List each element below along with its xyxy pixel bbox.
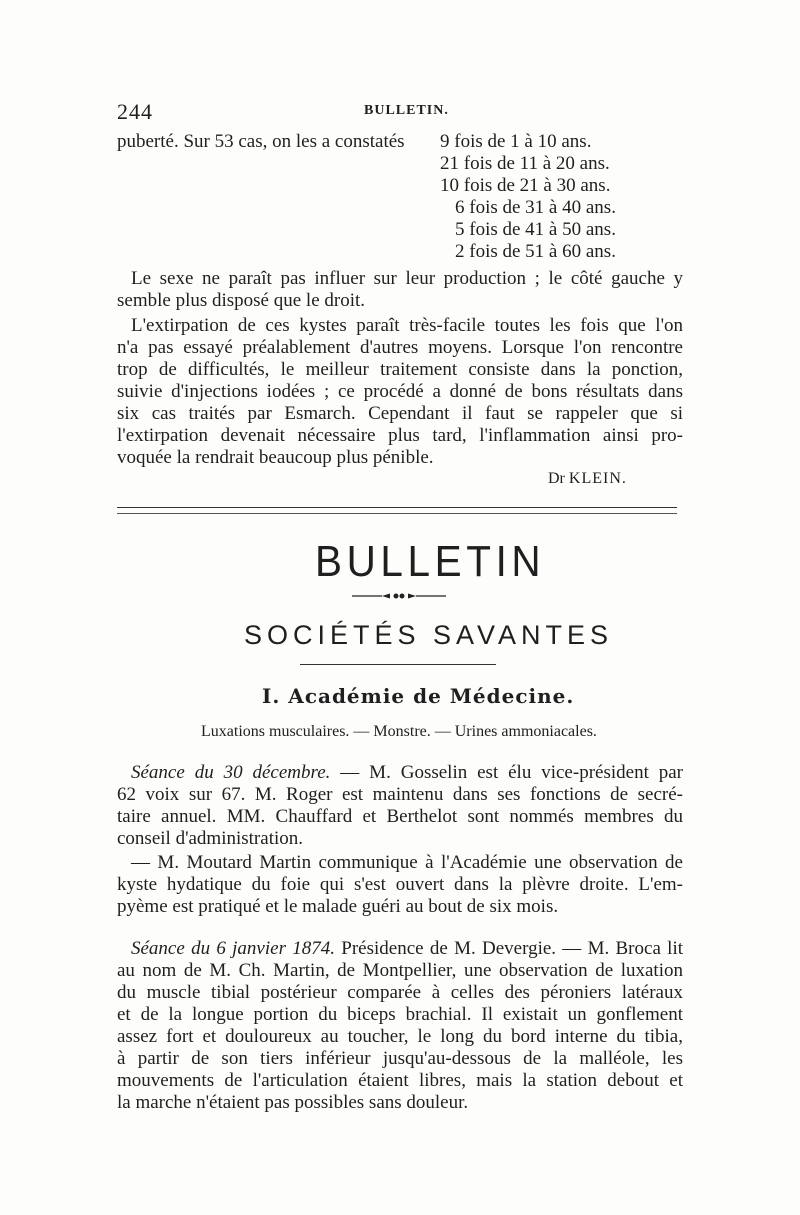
seance-label: Séance du 30 décembre.: [131, 762, 331, 783]
paragraph-line: au nom de M. Ch. Martin, de Montpellier, une observation de luxation: [117, 960, 683, 981]
frequency-row: 9 fois de 1 à 10 ans.: [440, 131, 592, 152]
signature-title: Dr: [548, 470, 565, 487]
topics-line: Luxations musculaires. — Monstre. — Urines ammoniacales.: [201, 723, 597, 740]
frequency-row: 2 fois de 51 à 60 ans.: [455, 241, 616, 262]
paragraph-line: suivie d'injections iodées ; ce procédé a donné de bons résultats dans: [117, 381, 683, 402]
paragraph-line: la marche n'étaient pas possibles sans douleur.: [117, 1092, 469, 1113]
seance-text: Présidence de M. Devergie. — M. Broca lit: [335, 938, 683, 959]
author-signature: [548, 470, 627, 488]
paragraph-line: L'extirpation de ces kystes paraît très-facile toutes les fois que l'on: [131, 315, 683, 336]
section-subtitle: SOCIÉTÉS SAVANTES: [244, 620, 614, 650]
ornament-divider: [352, 592, 446, 600]
frequency-row: 21 fois de 11 à 20 ans.: [440, 153, 610, 174]
paragraph-line: semble plus disposé que le droit.: [117, 290, 366, 311]
paragraph-line: [131, 938, 683, 960]
running-title: BULLETIN.: [364, 103, 449, 118]
paragraph-line: pyème est pratiqué et le malade guéri au bout de six mois.: [117, 896, 559, 917]
intro-text: puberté. Sur 53 cas, on les a constatés: [117, 131, 405, 152]
seance-text: — M. Gosselin est élu vice-président par: [330, 762, 683, 783]
seance-label: Séance du 6 janvier 1874.: [131, 938, 335, 959]
signature-name: KLEIN.: [568, 470, 627, 487]
paragraph-line: conseil d'administration.: [117, 828, 304, 849]
paragraph-line: kyste hydatique du foie qui s'est ouvert dans la plèvre droite. L'em-: [117, 874, 683, 895]
paragraph-line: assez fort et douloureux au toucher, le long du bord interne du tibia,: [117, 1026, 683, 1047]
page-number: 244: [117, 99, 153, 124]
heading-number: I.: [262, 684, 281, 708]
frequency-row: 10 fois de 21 à 30 ans.: [440, 175, 611, 196]
section-title: BULLETIN: [315, 537, 546, 586]
heading-text: Académie de Médecine.: [288, 684, 575, 708]
frequency-row: 5 fois de 41 à 50 ans.: [455, 219, 616, 240]
paragraph-line: à partir de son tiers inférieur jusqu'au-dessous de la malléole, les: [117, 1048, 683, 1069]
subtitle-rule: [300, 664, 496, 665]
paragraph-line: trop de difficultés, le meilleur traitement consiste dans la ponction,: [117, 359, 683, 380]
paragraph-line: — M. Moutard Martin communique à l'Académie une observation de: [131, 852, 683, 873]
paragraph-line: et de la longue portion du biceps brachial. Il existait un gonflement: [117, 1004, 683, 1025]
paragraph-line: [131, 762, 683, 784]
paragraph-line: Le sexe ne paraît pas influer sur leur production ; le côté gauche y: [131, 268, 683, 289]
section-divider: [117, 507, 677, 514]
paragraph-line: du muscle tibial postérieur comparée à celles des péroniers latéraux: [117, 982, 683, 1003]
academy-heading: [262, 684, 574, 708]
paragraph-line: six cas traités par Esmarch. Cependant il faut se rappeler que si: [117, 403, 683, 424]
paragraph-line: 62 voix sur 67. M. Roger est maintenu dans ses fonctions de secré-: [117, 784, 683, 805]
paragraph-line: n'a pas essayé préalablement d'autres moyens. Lorsque l'on rencontre: [117, 337, 683, 358]
frequency-row: 6 fois de 31 à 40 ans.: [455, 197, 616, 218]
paragraph-line: taire annuel. MM. Chauffard et Berthelot sont nommés membres du: [117, 806, 683, 827]
paragraph-line: voquée la rendrait beaucoup plus pénible.: [117, 447, 434, 468]
paragraph-line: mouvements de l'articulation étaient libres, mais la station debout et: [117, 1070, 683, 1091]
paragraph-line: l'extirpation devenait nécessaire plus tard, l'inflammation ainsi pro-: [117, 425, 683, 446]
